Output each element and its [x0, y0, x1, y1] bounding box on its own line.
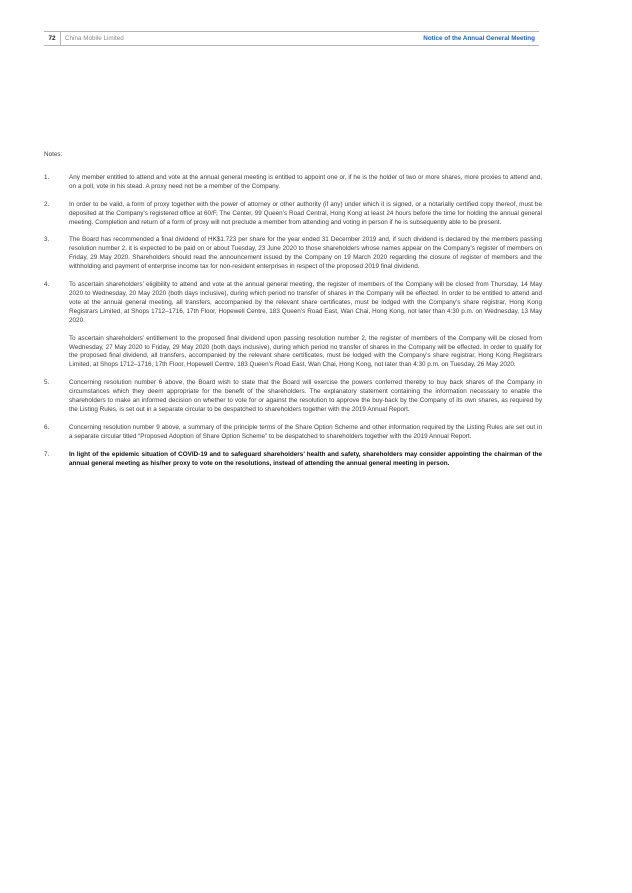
note-number: 4.: [44, 281, 50, 289]
notes-heading: Notes:: [44, 151, 63, 158]
note-item-5: [44, 379, 542, 415]
page-header: [44, 31, 539, 46]
page-number: 72: [44, 32, 61, 45]
notes-section: [44, 151, 542, 477]
section-title: Notice of the Annual General Meeting: [423, 35, 535, 42]
note-paragraph: The Board has recommended a final dividend of HK$1.723 per share for the year ended 31 December 2019 and, if such dividend is declared by the members passing resolution number 2, it is expected to be paid on or about Tuesday, 23 June 2020 to those shareholders whose names appear on the Company’s register of members on Friday, 29 May 2020. Shareholders should read the announcement issued by the Company on 19 March 2020 regarding the closure of register of members and the withholding and payment of enterprise income tax for non-resident enterprises in respect of the proposed 2019 final dividend.: [69, 236, 542, 271]
note-item-1: [44, 174, 542, 192]
note-paragraph: To ascertain shareholders’ entitlement to the proposed final dividend upon passing resolution number 2, the register of members of the Company will be closed from Wednesday, 27 May 2020 to Friday, 29 May 2020 (both days inclusive), during which period no transfer of shares in the Company will be effected. In order to qualify for the proposed final dividend, all transfers, accompanied by the relevant share certificates, must be lodged with the Company’s share registrar, Hong Kong Registrars Limited, at Shops 1712–1716, 17th Floor, Hopewell Centre, 183 Queen’s Road East, Wan Chai, Hong Kong, not later than 4:30 p.m. on Tuesday, 26 May 2020.: [69, 334, 542, 369]
note-item-6: [44, 424, 542, 442]
note-number: 2.: [44, 200, 50, 208]
note-paragraph: To ascertain shareholders’ eligibility to attend and vote at the annual general meeting, the register of members of the Company will be closed from Thursday, 14 May 2020 to Wednesday, 20 May 2020 (both days inclusive), during which period no transfer of shares in the Company will be effected. In order to be entitled to attend and vote at the annual general meeting, all transfers, accompanied by the relevant share certificates, must be lodged with the Company’s share registrar, Hong Kong Registrars Limited, at Shops 1712–1716, 17th Floor, Hopewell Centre, 183 Queen’s Road East, Wan Chai, Hong Kong, not later than 4:30 p.m. on Wednesday, 13 May 2020.: [69, 281, 542, 324]
note-paragraph: In light of the epidemic situation of COVID-19 and to safeguard shareholders’ health and safety, shareholders may consider appointing the chairman of the annual general meeting as his/her proxy to vote on the resolutions, instead of attending the annual general meeting in person.: [69, 450, 542, 467]
note-paragraph: Any member entitled to attend and vote at the annual general meeting is entitled to appoint one or, if he is the holder of two or more shares, more proxies to attend and, on a poll, vote in his stead. A proxy need not be a member of the Company.: [69, 173, 542, 190]
note-item-2: [44, 201, 542, 228]
note-paragraph: Concerning resolution number 6 above, the Board wish to state that the Board will exercise the powers conferred thereby to buy back shares of the Company in circumstances which they deem appropriate for the benefit of the shareholders. The explanatory statement containing the information necessary to enable the shareholders to make an informed decision on whether to vote for or against the resolution to approve the buy-back by the Company of its own shares, as required by the Listing Rules, is set out in a separate circular to be despatched to shareholders together with the 2019 Annual Report.: [69, 379, 542, 413]
note-item-4: [44, 281, 542, 370]
note-item-3: [44, 236, 542, 272]
note-number: 7.: [44, 450, 50, 458]
note-number: 3.: [44, 236, 50, 244]
note-number: 6.: [44, 423, 50, 431]
note-number: 5.: [44, 379, 50, 387]
note-item-7: [44, 451, 542, 469]
company-name: China Mobile Limited: [65, 35, 124, 42]
note-paragraph: Concerning resolution number 9 above, a summary of the principle terms of the Share Option Scheme and other information required by the Listing Rules are set out in a separate circular titled “Proposed Adoption of Share Option Scheme” to be despatched to shareholders together with the 2019 Annual Report.: [69, 423, 542, 440]
note-paragraph: In order to be valid, a form of proxy together with the power of attorney or other authority (if any) under which it is signed, or a notarially certified copy thereof, must be deposited at the Company’s registered office at 60/F, The Center, 99 Queen’s Road Central, Hong Kong at least 24 hours before the time for holding the annual general meeting. Completion and return of a form of proxy will not preclude a member from attending and voting in person if he is subsequently able to be present.: [69, 200, 542, 226]
note-number: 1.: [44, 173, 50, 181]
